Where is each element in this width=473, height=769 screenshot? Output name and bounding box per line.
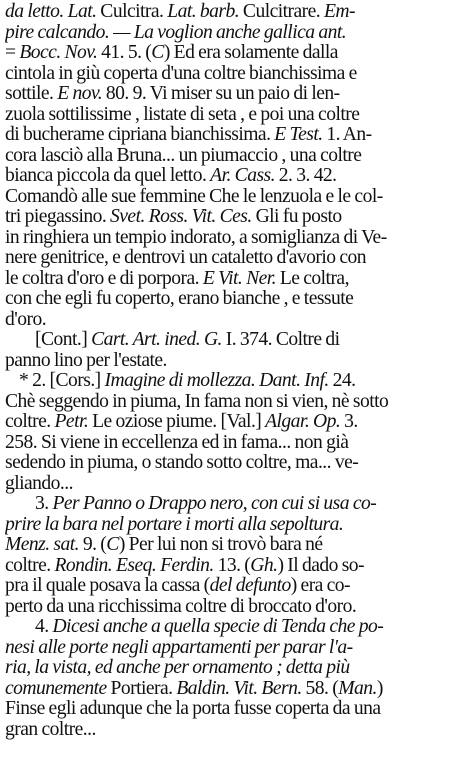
text-line	[5, 412, 467, 433]
italic-text: Cart. Art. ined. G.	[91, 330, 222, 350]
italic-text: Em-	[323, 2, 355, 22]
text-segment: le coltra d'oro e di porpora.	[5, 268, 203, 289]
italic-text: Dicesi anche a quella specie di Tenda che po-	[52, 617, 384, 637]
text-segment: Comandò alle sue femmine Che le lenzuola e le col-	[5, 186, 383, 207]
text-line	[5, 289, 467, 310]
text-segment: Culcitra.	[96, 2, 168, 22]
italic-text: Rondin. Eseq. Ferdin.	[54, 555, 214, 576]
text-line	[5, 658, 467, 679]
text-segment: d'oro.	[5, 309, 47, 330]
italic-text: nesi alle porte negli appartamenti per parar l'a-	[5, 637, 353, 658]
text-segment: I. 374. Coltre di	[221, 330, 340, 350]
italic-text: E Test.	[274, 125, 323, 145]
text-segment: panno lino per l'estate.	[5, 350, 167, 371]
text-line	[5, 310, 467, 331]
text-line	[5, 351, 467, 372]
text-segment: 13. (	[213, 555, 251, 576]
text-segment: * 2. [Cors.]	[19, 371, 105, 391]
italic-text: Per Panno o Drappo nero, con cui si usa co-	[52, 494, 377, 514]
text-segment: gran coltre...	[5, 719, 96, 740]
text-segment: cintola in giù coperta d'una coltre bianchissima e	[5, 63, 357, 84]
text-line	[5, 146, 467, 167]
italic-text: Petr.	[54, 412, 89, 432]
text-segment: ) era co-	[290, 576, 351, 596]
italic-text: E Vit. Ner.	[202, 268, 276, 289]
text-segment: Finse egli adunque che la porta fusse coperta da una	[5, 699, 381, 719]
text-segment: 4.	[35, 617, 53, 637]
text-segment: pra il quale posava la cassa (	[5, 576, 210, 596]
text-line	[5, 453, 467, 474]
text-line	[5, 2, 467, 23]
text-line	[5, 269, 467, 290]
text-segment: Culcitrare.	[239, 2, 324, 22]
italic-text: Algar. Op.	[265, 412, 341, 432]
text-line	[5, 515, 467, 536]
text-segment: 58. (	[301, 678, 339, 699]
italic-text: Svet. Ross. Vit. Ces.	[110, 207, 252, 227]
italic-text: pire calcando. — La voglion anche gallica ant.	[5, 22, 347, 43]
text-line	[5, 166, 467, 187]
text-line	[5, 699, 467, 720]
text-segment: 41. 5. (	[97, 43, 152, 63]
text-line	[5, 433, 467, 454]
text-line	[5, 617, 467, 638]
text-segment: [Cont.]	[35, 330, 92, 350]
italic-text: Imagine di mollezza. Dant. Inf.	[104, 371, 329, 391]
italic-text: da letto. Lat.	[5, 2, 97, 22]
text-segment: perto da una ricchissima coltre di broccato d'oro.	[5, 596, 357, 617]
text-segment: sottile.	[5, 84, 58, 104]
text-line	[5, 535, 467, 556]
text-line	[5, 474, 467, 495]
text-line	[5, 23, 467, 44]
italic-text: ria, la vista, ed anche per ornamento ; detta più	[5, 658, 350, 678]
text-segment: 3.	[35, 494, 53, 514]
text-segment: Le oziose piume. [Val.]	[88, 412, 266, 432]
italic-text: prire la bara nel portare i morti alla sepoltura.	[5, 514, 344, 535]
text-line	[5, 597, 467, 618]
text-segment: con che egli fu coperto, erano bianche , e tessute	[5, 289, 354, 309]
italic-text: Menz. sat.	[5, 535, 80, 555]
text-segment: Portiera.	[106, 678, 177, 699]
text-line	[5, 638, 467, 659]
text-line	[5, 248, 467, 269]
text-line	[5, 679, 467, 700]
text-segment: Gli fu posto	[251, 207, 342, 227]
italic-text: Man.	[338, 678, 377, 699]
text-line	[5, 84, 467, 105]
italic-text: Gh.	[250, 555, 278, 576]
text-segment: 2. 3. 42.	[274, 166, 337, 186]
text-line	[5, 494, 467, 515]
text-segment: ) Il dado so-	[277, 555, 365, 576]
text-line	[5, 556, 467, 577]
text-segment: 80. 9. Vi miser su un paio di len-	[102, 84, 340, 104]
text-segment: 3.	[340, 412, 358, 432]
italic-text: C	[106, 535, 119, 555]
text-segment: gliando...	[5, 473, 73, 494]
text-line	[5, 187, 467, 208]
text-line	[5, 125, 467, 146]
text-segment: di bucherame cipriana bianchissima.	[5, 125, 275, 145]
text-line	[5, 43, 467, 64]
text-segment: bianca piccola da quel letto.	[5, 166, 211, 186]
text-line	[5, 371, 467, 392]
text-segment: ) Ed era solamente dalla	[163, 43, 338, 63]
text-segment: zuola sottilissime , listate di seta , e poi una coltre	[5, 104, 360, 125]
text-segment: 9. (	[79, 535, 107, 555]
text-segment: ) Per lui non si trovò bara né	[118, 535, 323, 555]
text-segment: Le coltra,	[276, 268, 349, 289]
italic-text: del defunto	[209, 576, 291, 596]
text-segment: Chè seggendo in piuma, In fama non si vien, nè sotto	[5, 391, 389, 412]
italic-text: Ar. Cass.	[210, 166, 275, 186]
text-segment: nere genitrice, e dentrovi un cataletto d'avorio con	[5, 248, 366, 268]
text-segment: =	[5, 43, 20, 63]
italic-text: comunemente	[5, 678, 107, 699]
text-line	[5, 576, 467, 597]
italic-text: C	[151, 43, 164, 63]
text-line	[5, 228, 467, 249]
text-segment: )	[376, 678, 383, 699]
text-segment: sedendo in piuma, o stando sotto coltre, ma... ve-	[5, 453, 359, 473]
text-segment: cora lasciò alla Bruna... un piumaccio , una coltre	[5, 145, 362, 166]
text-line	[5, 105, 467, 126]
italic-text: Lat. barb.	[167, 2, 240, 22]
text-segment: coltre.	[5, 555, 55, 576]
text-segment: 24.	[328, 371, 356, 391]
text-segment: coltre.	[5, 412, 55, 432]
text-line	[5, 64, 467, 85]
dictionary-page	[5, 2, 467, 740]
text-segment: 258. Si viene in eccellenza ed in fama... non già	[5, 432, 349, 453]
italic-text: E nov.	[57, 84, 103, 104]
text-line	[5, 392, 467, 413]
text-line	[5, 207, 467, 228]
italic-text: Baldin. Vit. Bern.	[176, 678, 302, 699]
italic-text: Bocc. Nov.	[19, 43, 98, 63]
text-line	[5, 330, 467, 351]
text-segment: 1. An-	[322, 125, 372, 145]
text-segment: in ringhiera un tempio indorato, a somiglianza di Ve-	[5, 227, 387, 248]
text-line	[5, 720, 467, 741]
text-segment: tri piegassino.	[5, 207, 111, 227]
